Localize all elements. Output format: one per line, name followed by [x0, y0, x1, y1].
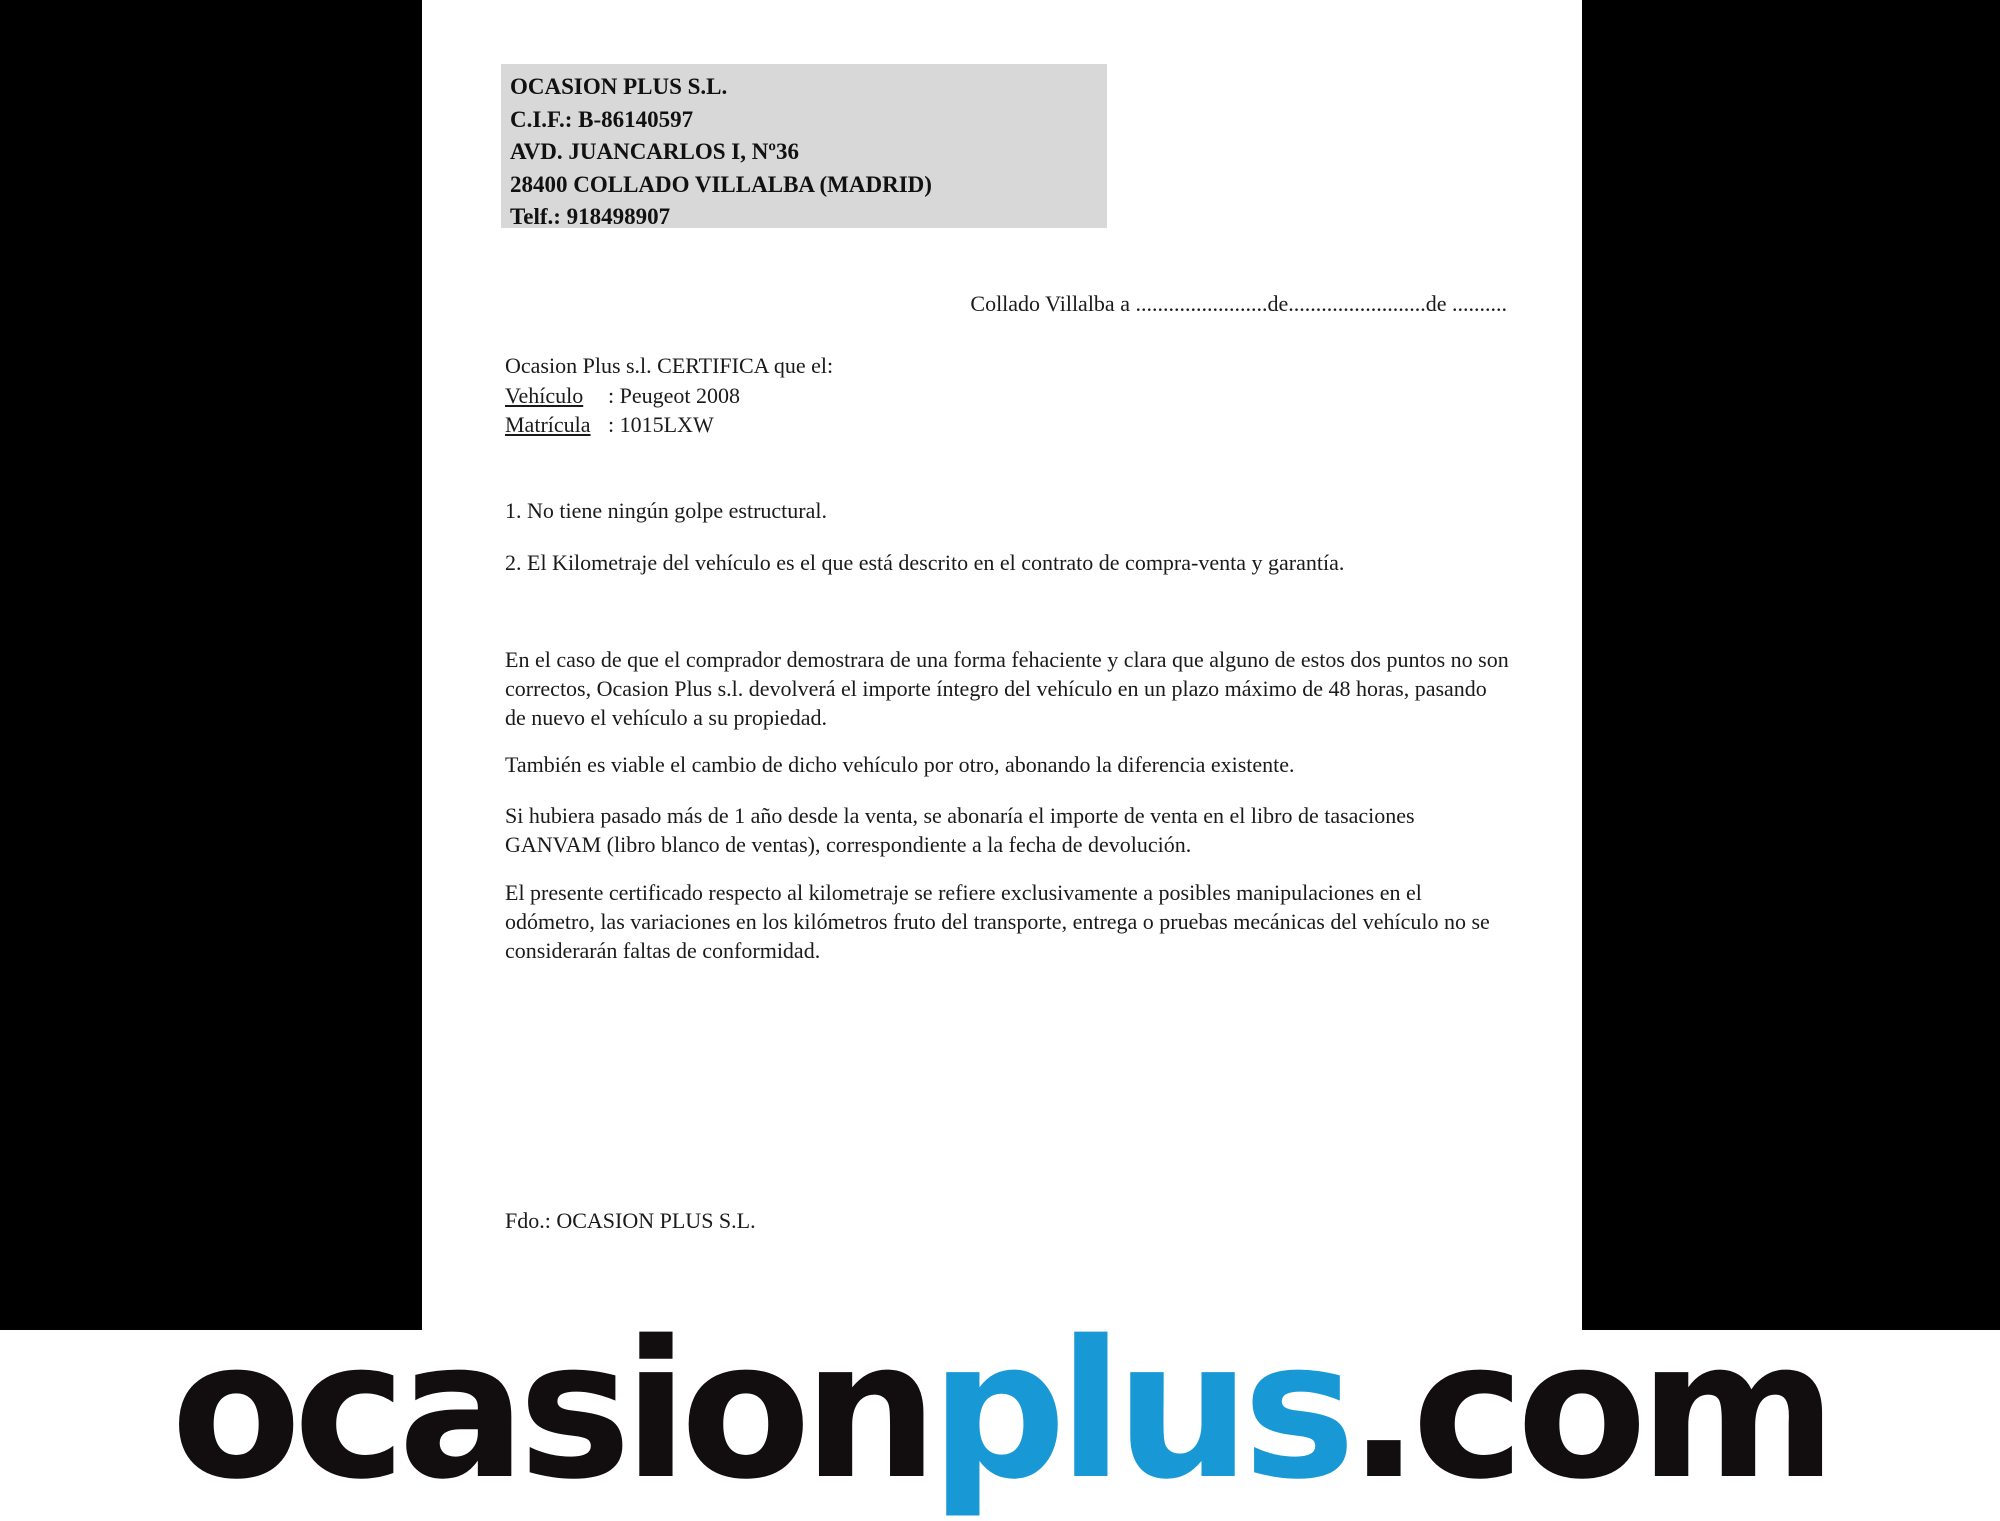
plate-row	[505, 410, 833, 440]
clause-mileage: 2. El Kilometraje del vehículo es el que está descrito en el contrato de compra-venta y garantía.	[505, 550, 1345, 575]
plate-value: : 1015LXW	[608, 412, 714, 437]
paragraph-odometer-disclaimer: El presente certificado respecto al kilometraje se refiere exclusivamente a posibles manipulaciones en el odómetro, las variaciones en los kilómetros fruto del transporte, entrega o pruebas mecánicas del vehículo no se considerarán faltas de conformidad.	[505, 880, 1490, 963]
left-black-bar	[0, 0, 422, 1330]
ocasionplus-logo	[0, 1300, 2000, 1521]
vehicle-label: Vehículo	[505, 382, 584, 408]
logo-text-com: .com	[1347, 1300, 1830, 1521]
company-letterhead	[501, 64, 1107, 228]
certification-block	[505, 351, 833, 440]
signature-line: Fdo.: OCASION PLUS S.L.	[505, 1208, 756, 1233]
paragraph-ganvam-valuation: Si hubiera pasado más de 1 año desde la venta, se abonaría el importe de venta en el libro de tasaciones GANVAM (libro blanco de ventas), correspondiente a la fecha de devolución.	[505, 803, 1415, 857]
letterhead-cif: C.I.F.: B-86140597	[510, 106, 694, 132]
letterhead-city: 28400 COLLADO VILLALBA (MADRID)	[510, 171, 932, 197]
vehicle-value: : Peugeot 2008	[608, 382, 740, 408]
plate-label: Matrícula	[505, 412, 591, 437]
right-black-bar	[1582, 0, 2000, 1330]
clause-structural-damage: 1. No tiene ningún golpe estructural.	[505, 498, 827, 523]
date-fill-in-line: Collado Villalba a ........................de.........................de ..........	[970, 291, 1507, 316]
letterhead-phone: Telf.: 918498907	[510, 204, 671, 229]
logo-text-ocasion: ocasion	[170, 1300, 931, 1521]
vehicle-row	[505, 381, 833, 411]
paragraph-exchange-option: También es viable el cambio de dicho vehículo por otro, abonando la diferencia existente.	[505, 752, 1295, 777]
letterhead-address: AVD. JUANCARLOS I, Nº36	[510, 139, 799, 164]
logo-text-plus: plus	[930, 1300, 1348, 1521]
certification-intro: Ocasion Plus s.l. CERTIFICA que el:	[505, 353, 834, 378]
paragraph-refund-terms: En el caso de que el comprador demostrara de una forma fehaciente y clara que alguno de estos dos puntos no son correctos, Ocasion Plus s.l. devolverá el importe íntegro del vehículo en un plazo máximo de 48 horas, pasando de nuevo el vehículo a su propiedad.	[505, 647, 1509, 730]
letterhead-company-name: OCASION PLUS S.L.	[510, 74, 728, 99]
